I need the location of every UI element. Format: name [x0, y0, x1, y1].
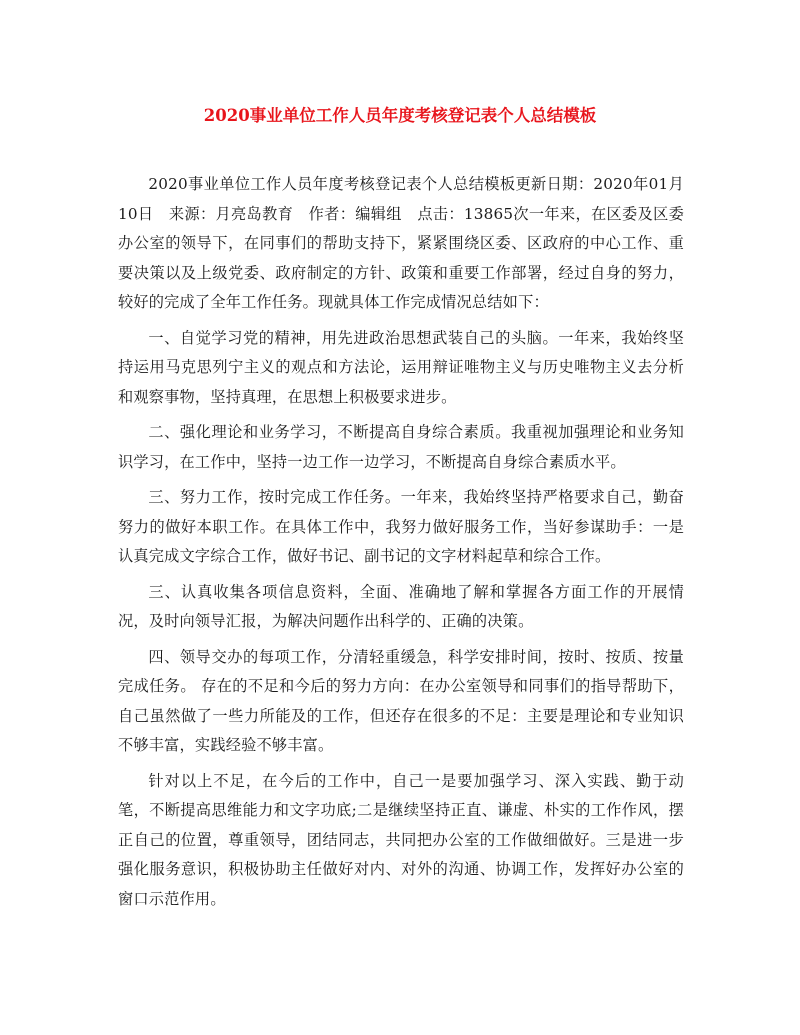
paragraph-3: 三、努力工作，按时完成工作任务。一年来，我始终坚持严格要求自己，勤奋努力的做好本职工作。在具体工作中，我努力做好服务工作，当好参谋助手：一是认真完成文字综合工作，做好书记、副书记的文字材料起草和综合工作。: [118, 488, 684, 565]
paragraph-5: 四、领导交办的每项工作，分清轻重缓急，科学安排时间，按时、按质、按量完成任务。 存在的不足和今后的努力方向：在办公室领导和同事们的指导帮助下，自己虽然做了一些力所能及的工作，但还存在很多的不足：主要是理论和专业知识不够丰富，实践经验不够丰富。: [118, 647, 684, 754]
paragraph-intro: 2020事业单位工作人员年度考核登记表个人总结模板更新日期：2020年01月10日 来源：月亮岛教育 作者：编辑组 点击：13865次一年来，在区委及区委办公室的领导下，在同事们的帮助支持下，紧紧围绕区委、区政府的中心工作、重要决策以及上级党委、政府制定的方针、政策和重要工作部署，经过自身的努力，较好的完成了全年工作任务。现就具体工作完成情况总结如下：: [118, 175, 684, 311]
paragraph-4: 三、认真收集各项信息资料，全面、准确地了解和掌握各方面工作的开展情况，及时向领导汇报，为解决问题作出科学的、正确的决策。: [118, 582, 684, 630]
document-body: [118, 170, 684, 920]
paragraph-2: 二、强化理论和业务学习，不断提高自身综合素质。我重视加强理论和业务知识学习，在工作中，坚持一边工作一边学习，不断提高自身综合素质水平。: [118, 423, 684, 471]
paragraph-6: 针对以上不足，在今后的工作中，自己一是要加强学习、深入实践、勤于动笔，不断提高思维能力和文字功底;二是继续坚持正直、谦虚、朴实的工作作风，摆正自己的位置，尊重领导，团结同志，共同把办公室的工作做细做好。三是进一步强化服务意识，积极协助主任做好对内、对外的沟通、协调工作，发挥好办公室的窗口示范作用。: [118, 771, 684, 908]
document-title: 2020事业单位工作人员年度考核登记表个人总结模板: [203, 106, 597, 125]
paragraph-1: 一、自觉学习党的精神，用先进政治思想武装自己的头脑。一年来，我始终坚持运用马克思列宁主义的观点和方法论，运用辩证唯物主义与历史唯物主义去分析和观察事物，坚持真理，在思想上积极要求进步。: [118, 328, 684, 406]
